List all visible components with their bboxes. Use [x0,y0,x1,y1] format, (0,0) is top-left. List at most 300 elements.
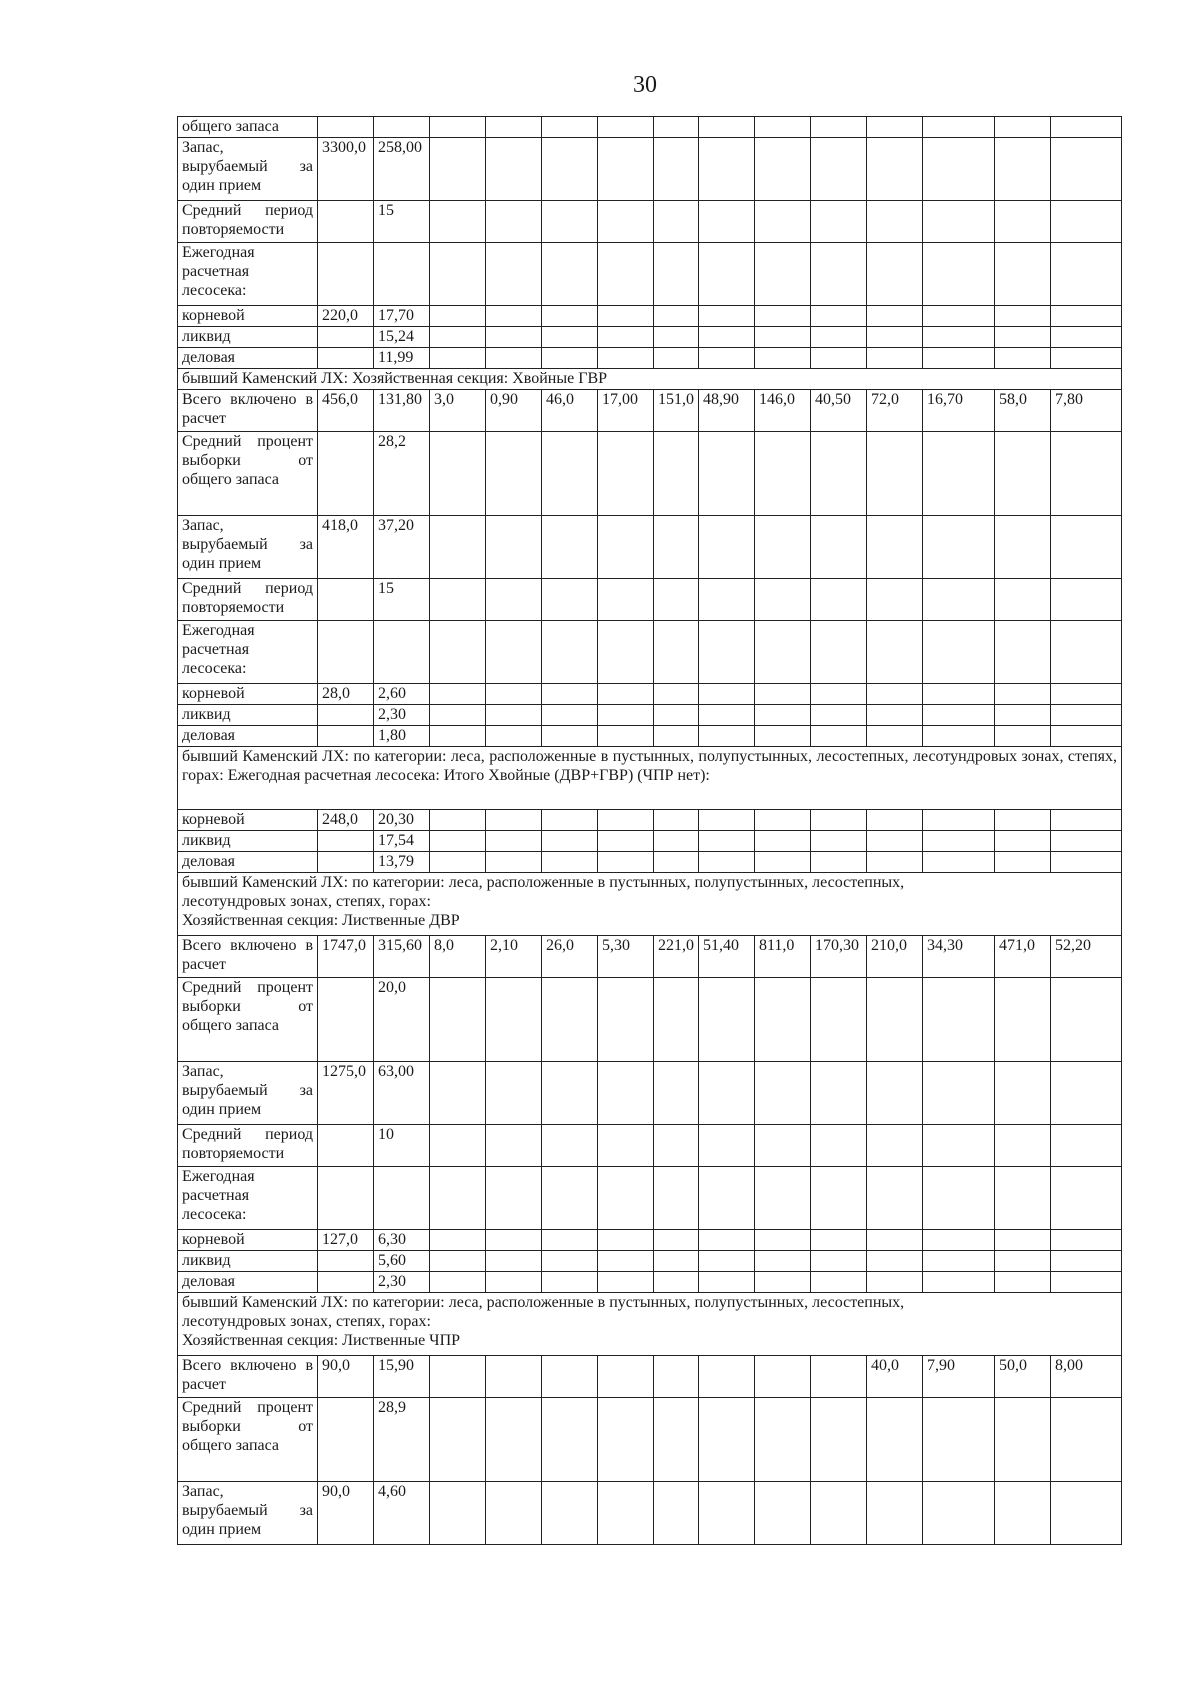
table-cell [1051,831,1122,852]
table-cell [995,978,1051,1062]
table-cell: 248,0 [318,810,374,831]
row-label: Ежегодная расчетная лесосека: [178,621,318,684]
table-cell [867,705,923,726]
table-cell: 90,0 [318,1482,374,1545]
table-cell [486,1251,542,1272]
table-cell [486,1356,542,1398]
table-cell [598,621,654,684]
table-row [178,1482,1122,1545]
table-cell [867,831,923,852]
table-cell [542,978,598,1062]
table-cell [811,117,867,138]
table-cell [1051,978,1122,1062]
table-cell [598,726,654,747]
table-cell [755,1251,811,1272]
table-cell [598,810,654,831]
row-label: Запас, вырубаемый за один прием [178,1482,318,1545]
table-cell [1051,348,1122,369]
table-cell [654,432,699,516]
table-cell [654,516,699,579]
table-cell [486,1230,542,1251]
row-label: Всего включено в расчет [178,936,318,978]
table-cell [318,726,374,747]
table-cell [755,852,811,873]
table-cell [1051,201,1122,243]
table-cell [430,1398,486,1482]
table-cell [699,852,755,873]
table-cell [995,432,1051,516]
table-cell [995,348,1051,369]
table-cell [699,201,755,243]
table-cell [923,1482,995,1545]
row-label: ликвид [178,831,318,852]
table-cell [811,348,867,369]
table-cell: 46,0 [542,390,598,432]
table-cell [923,117,995,138]
table-cell [374,117,430,138]
table-cell [430,327,486,348]
table-cell [542,201,598,243]
table-cell [867,1398,923,1482]
table-cell [811,852,867,873]
table-cell [867,810,923,831]
table-cell [1051,705,1122,726]
table-cell [867,1272,923,1293]
table-cell [486,201,542,243]
table-cell [598,705,654,726]
table-cell [542,852,598,873]
table-cell [699,621,755,684]
table-cell [654,705,699,726]
table-cell [699,327,755,348]
table-cell [654,348,699,369]
table-cell [923,1167,995,1230]
table-cell [486,243,542,306]
table-cell [1051,852,1122,873]
table-cell [699,1398,755,1482]
table-cell [1051,1167,1122,1230]
table-cell [654,306,699,327]
table-cell: 0,90 [486,390,542,432]
table-cell [699,1272,755,1293]
table-cell [542,726,598,747]
table-cell: 2,30 [374,705,430,726]
table-cell [923,243,995,306]
table-cell [923,327,995,348]
table-cell [430,243,486,306]
table-row [178,117,1122,138]
table-cell [542,1356,598,1398]
table-cell [654,1398,699,1482]
table-row [178,243,1122,306]
table-cell [867,726,923,747]
table-cell [995,579,1051,621]
table-cell: 8,00 [1051,1356,1122,1398]
table-cell [486,1125,542,1167]
table-cell [699,1167,755,1230]
table-cell [598,1125,654,1167]
row-label: деловая [178,1272,318,1293]
table-cell: 456,0 [318,390,374,432]
table-cell [923,1272,995,1293]
table-cell: 20,0 [374,978,430,1062]
table-cell [598,201,654,243]
row-label: деловая [178,852,318,873]
table-cell [755,1356,811,1398]
table-cell [1051,1230,1122,1251]
table-cell [755,117,811,138]
row-label: Всего включено в расчет [178,1356,318,1398]
table-cell [486,1482,542,1545]
table-cell [1051,1062,1122,1125]
table-cell [430,1356,486,1398]
table-cell: 2,10 [486,936,542,978]
table-cell: 90,0 [318,1356,374,1398]
table-cell [654,579,699,621]
table-cell: 48,90 [699,390,755,432]
table-cell [811,1356,867,1398]
table-cell [811,243,867,306]
row-label: общего запаса [178,117,318,138]
table-cell [811,831,867,852]
table-cell [1051,432,1122,516]
table-cell [654,621,699,684]
table-cell: 26,0 [542,936,598,978]
table-cell: 72,0 [867,390,923,432]
table-cell [755,1230,811,1251]
table-cell: 811,0 [755,936,811,978]
table-cell [542,243,598,306]
table-cell [867,579,923,621]
table-cell [430,516,486,579]
table-row [178,1062,1122,1125]
table-cell: 170,30 [811,936,867,978]
table-cell [430,810,486,831]
table-cell [867,852,923,873]
table-cell [867,1167,923,1230]
table-cell [318,621,374,684]
table-cell [654,138,699,201]
table-row [178,1398,1122,1482]
table-cell [542,1230,598,1251]
row-label: Всего включено в расчет [178,390,318,432]
row-label: корневой [178,1230,318,1251]
table-cell [699,348,755,369]
table-cell [923,306,995,327]
table-cell [811,705,867,726]
table-cell [542,621,598,684]
table-cell [654,1230,699,1251]
table-cell [542,348,598,369]
row-label: Запас, вырубаемый за один прием [178,138,318,201]
table-cell [430,1230,486,1251]
table-cell: 258,00 [374,138,430,201]
table-cell [542,810,598,831]
table-row [178,936,1122,978]
table-cell: 40,0 [867,1356,923,1398]
table-cell [755,810,811,831]
table-cell: 51,40 [699,936,755,978]
page-number: 30 [633,72,657,98]
table-cell [699,117,755,138]
table-cell: 315,60 [374,936,430,978]
table-cell [995,831,1051,852]
table-cell [867,117,923,138]
table-cell [598,1062,654,1125]
table-row [178,579,1122,621]
table-cell [318,579,374,621]
table-cell [542,684,598,705]
table-cell [486,621,542,684]
table-cell [755,1167,811,1230]
table-cell [486,1272,542,1293]
table-cell [1051,621,1122,684]
table-cell: 28,2 [374,432,430,516]
table-cell [867,432,923,516]
table-cell [598,1272,654,1293]
table-cell [598,1230,654,1251]
table-cell: 15,24 [374,327,430,348]
table-cell [811,1167,867,1230]
table-cell [1051,1251,1122,1272]
table-cell [598,852,654,873]
table-cell [811,1398,867,1482]
table-cell [654,1482,699,1545]
table-cell [995,684,1051,705]
table-cell [867,621,923,684]
row-label: Запас, вырубаемый за один прием [178,516,318,579]
table-cell [318,201,374,243]
table-cell [430,1272,486,1293]
table-cell [699,1125,755,1167]
table-cell [318,117,374,138]
table-cell [923,348,995,369]
table-cell [486,432,542,516]
table-cell [1051,1125,1122,1167]
table-cell [654,831,699,852]
table-cell [542,1125,598,1167]
table-cell [542,1062,598,1125]
table-cell [867,1125,923,1167]
table-cell [318,1167,374,1230]
table-cell: 7,80 [1051,390,1122,432]
table-cell [598,516,654,579]
table-cell: 63,00 [374,1062,430,1125]
table-cell [755,705,811,726]
table-cell [430,138,486,201]
row-label: деловая [178,348,318,369]
table-cell [811,621,867,684]
table-cell [430,1482,486,1545]
table-cell: 127,0 [318,1230,374,1251]
table-cell [1051,306,1122,327]
table-cell [430,831,486,852]
table-cell [1051,810,1122,831]
table-cell [542,117,598,138]
table-cell [755,1482,811,1545]
table-cell [699,705,755,726]
table-cell [486,810,542,831]
table-cell [995,1125,1051,1167]
table-cell [1051,579,1122,621]
table-cell: 20,30 [374,810,430,831]
table-cell: 8,0 [430,936,486,978]
table-cell: 58,0 [995,390,1051,432]
table-cell [486,516,542,579]
table-cell [542,705,598,726]
table-cell: 1747,0 [318,936,374,978]
table-cell [699,1356,755,1398]
table-cell [995,327,1051,348]
table-cell [755,516,811,579]
table-row [178,306,1122,327]
table-cell [486,1167,542,1230]
table-cell [598,1167,654,1230]
section-header-row [178,747,1122,810]
table-cell [654,1062,699,1125]
table-cell [654,243,699,306]
table-cell: 34,30 [923,936,995,978]
table-cell: 11,99 [374,348,430,369]
table-cell: 37,20 [374,516,430,579]
table-cell [755,831,811,852]
table-cell [755,327,811,348]
table-cell [923,726,995,747]
table-cell: 17,00 [598,390,654,432]
table-cell [654,684,699,705]
table-cell [374,1167,430,1230]
table-cell [542,327,598,348]
row-label: Запас, вырубаемый за один прием [178,1062,318,1125]
table-cell [867,1482,923,1545]
table-row [178,810,1122,831]
table-cell [867,516,923,579]
table-cell [1051,138,1122,201]
table-cell [995,1272,1051,1293]
table-cell: 221,0 [654,936,699,978]
table-cell [995,621,1051,684]
table-cell [430,852,486,873]
table-cell [654,978,699,1062]
table-cell [995,201,1051,243]
table-cell: 2,60 [374,684,430,705]
table-cell [923,432,995,516]
table-cell [1051,684,1122,705]
table-cell [755,432,811,516]
table-cell [995,705,1051,726]
table-cell [654,201,699,243]
table-cell: 4,60 [374,1482,430,1545]
table-cell [486,306,542,327]
table-cell [811,327,867,348]
table-cell [923,810,995,831]
row-label: Средний процент выборки от общего запаса [178,432,318,516]
table-cell [318,1272,374,1293]
table-cell: 146,0 [755,390,811,432]
table-row [178,852,1122,873]
table-cell [923,1125,995,1167]
table-cell [318,831,374,852]
table-cell [811,1482,867,1545]
table-row [178,1125,1122,1167]
table-cell: 2,30 [374,1272,430,1293]
table-cell [755,306,811,327]
table-cell: 6,30 [374,1230,430,1251]
table-cell [699,1230,755,1251]
table-cell [318,327,374,348]
table-cell [699,1251,755,1272]
table-cell [486,138,542,201]
row-label: Средний период повторяемости [178,201,318,243]
table-cell [867,1230,923,1251]
table-cell [542,579,598,621]
table-cell [486,978,542,1062]
table-cell [318,348,374,369]
table-cell: 16,70 [923,390,995,432]
section-title: бывший Каменский ЛХ: по категории: леса, расположенные в пустынных, полупустынных, лесостепных, лесотундровых зонах, степях, горах: Хозяйственная секция: Лиственные ЧПР [178,1293,1122,1356]
table-cell [318,432,374,516]
table-cell [995,117,1051,138]
table-cell [486,1398,542,1482]
table-cell [318,1398,374,1482]
table-cell [867,1062,923,1125]
table-cell [755,138,811,201]
table-cell: 28,0 [318,684,374,705]
table-cell [1051,726,1122,747]
table-cell: 220,0 [318,306,374,327]
table-cell [430,579,486,621]
table-cell [430,1167,486,1230]
table-cell [1051,243,1122,306]
section-title: бывший Каменский ЛХ: по категории: леса, расположенные в пустынных, полупустынных, лесостепных, лесотундровых зонах, степях, горах: Хозяйственная секция: Лиственные ДВР [178,873,1122,936]
table-cell [598,327,654,348]
table-cell: 3300,0 [318,138,374,201]
table-cell [811,138,867,201]
table-cell [430,978,486,1062]
table-cell [699,726,755,747]
table-cell [995,1398,1051,1482]
table-cell [699,432,755,516]
table-cell [699,831,755,852]
table-cell [811,432,867,516]
table-cell [654,1167,699,1230]
row-label: Ежегодная расчетная лесосека: [178,243,318,306]
table-cell [598,117,654,138]
table-cell [995,306,1051,327]
row-label: Средний процент выборки от общего запаса [178,978,318,1062]
table-cell [755,684,811,705]
table-cell [598,138,654,201]
table-cell [1051,327,1122,348]
table-cell [755,348,811,369]
table-cell [598,684,654,705]
section-title: бывший Каменский ЛХ: Хозяйственная секция: Хвойные ГВР [178,369,1122,390]
table-cell [811,201,867,243]
table-cell [1051,1398,1122,1482]
table-row [178,1230,1122,1251]
table-cell [867,306,923,327]
table-cell [755,201,811,243]
table-cell: 3,0 [430,390,486,432]
table-row [178,621,1122,684]
table-cell: 10 [374,1125,430,1167]
table-cell [486,1062,542,1125]
table-cell [598,831,654,852]
table-row [178,327,1122,348]
table-cell [699,1482,755,1545]
table-cell [430,1251,486,1272]
table-cell [995,243,1051,306]
